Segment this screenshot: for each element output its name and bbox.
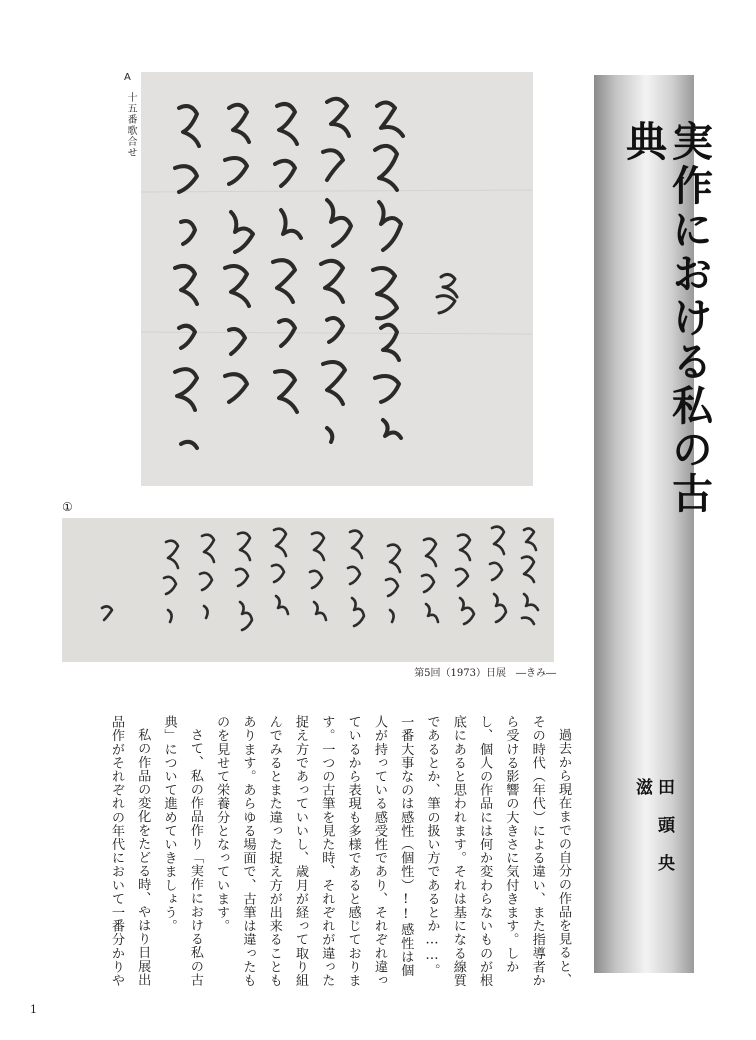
body-paragraph: 過去から現在までの自分の作品を見ると、その時代（年代）による違い、また指導者から受ける影響の大きさに気付きます。しかし、個人の作品には何か変わらないものが根底にあると思われます。それは基になる線質であるとか、筆の扱い方であるとか……。一番大事なのは感性（個性）!!感性は個人が持っている感受性であり、それぞれ違っているから表現も多様であると感じております。一つの古筆を見た時、それぞれが違った捉え方であっていいし、歳月が経って取り組んでみるとまた違った捉え方が出来ることもあります。あらゆる場面で、古筆は違ったものを見せて栄養分となっています。 bbox=[214, 715, 571, 987]
body-paragraph: 私の作品の変化をたどる時、やはり日展出品作がそれぞれの年代において一番分かりや bbox=[108, 715, 151, 987]
calligraphy-brushwork-a bbox=[141, 72, 533, 486]
figure-a-label: A bbox=[124, 72, 131, 83]
figure-1-caption bbox=[360, 664, 556, 679]
calligraphy-brushwork-1 bbox=[62, 518, 554, 662]
article-title: 実作における私の古典 bbox=[619, 120, 713, 516]
figure-1-work-title: ―きみ― bbox=[516, 668, 556, 679]
body-text bbox=[66, 715, 576, 987]
figure-a-caption: 十五番歌合せ bbox=[125, 92, 136, 158]
calligraphy-image-1 bbox=[62, 518, 554, 662]
calligraphy-image-a bbox=[141, 72, 533, 486]
body-paragraph: さて、私の作品作り「実作における私の古典」について進めていきましょう。 bbox=[161, 715, 203, 987]
figure-1-exhibition: 第5回（1973）日展 bbox=[414, 668, 506, 679]
figure-1-label: ① bbox=[62, 500, 73, 514]
author-name: 田頭央滋 bbox=[632, 778, 674, 892]
page-number: 1 bbox=[30, 1003, 37, 1016]
